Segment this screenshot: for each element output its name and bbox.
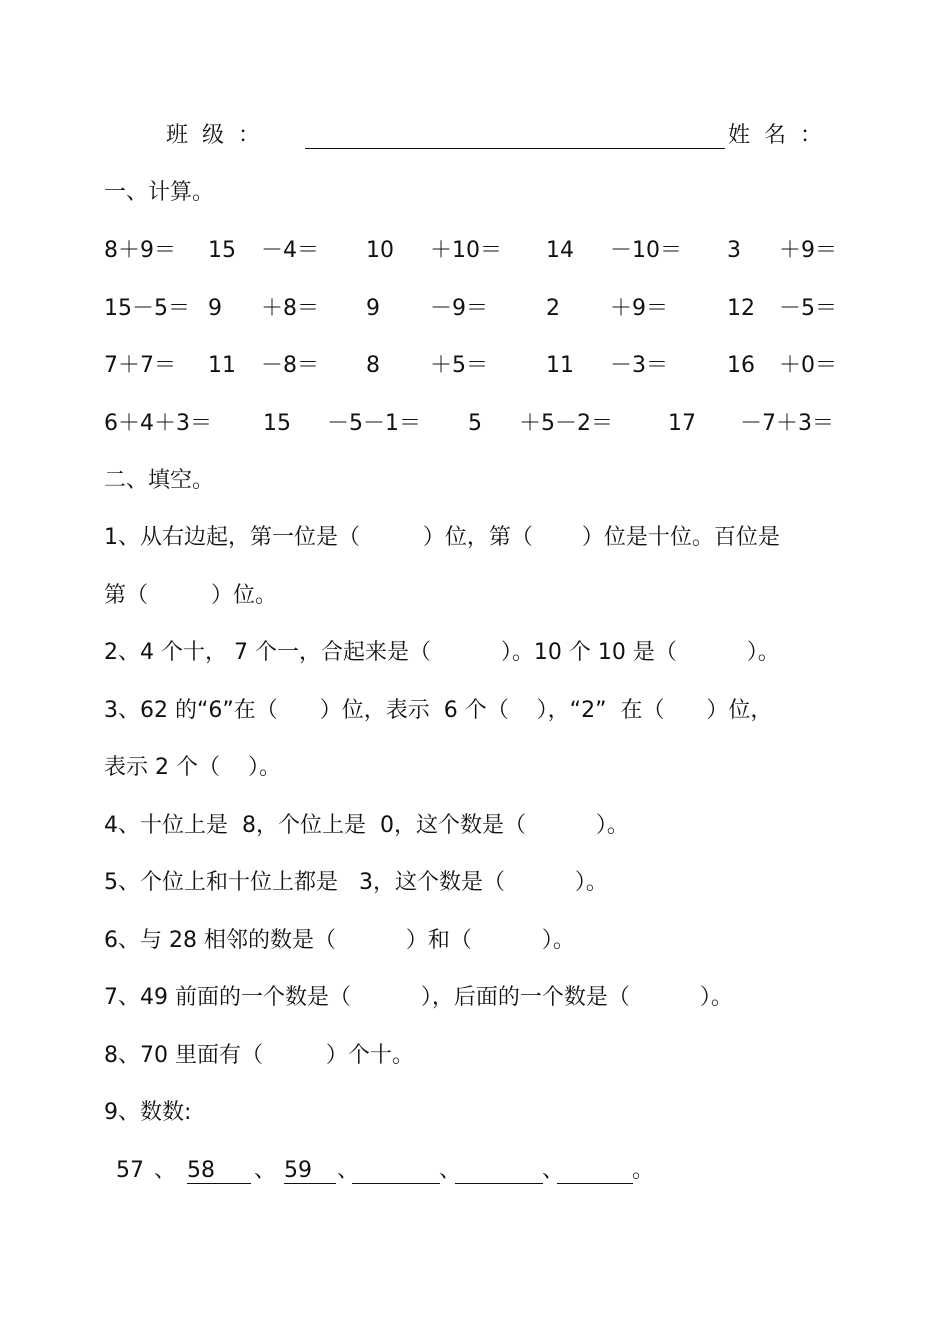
calc-cell: 9 — [366, 296, 380, 321]
count-separator: 、 — [154, 1158, 177, 1183]
calc-cell: －4＝ — [261, 238, 319, 263]
question-7: 7、49 前面的一个数是（ ），后面的一个数是（ ）。 — [104, 985, 733, 1010]
name-label: 姓 名 ： — [728, 123, 822, 148]
question-6: 6、与 28 相邻的数是（ ）和（ ）。 — [104, 928, 575, 953]
count-number-58: 58 — [187, 1158, 215, 1183]
class-label: 班 级 ： — [166, 123, 260, 148]
count-separator: 、 — [337, 1158, 360, 1183]
calc-cell: ＋8＝ — [261, 296, 319, 321]
calc-cell: －5－1＝ — [327, 411, 421, 436]
calc-cell: ＋0＝ — [779, 353, 837, 378]
calc-cell: 3 — [727, 238, 741, 263]
calc-cell: 15－5＝ — [104, 296, 190, 321]
calc-cell: ＋9＝ — [610, 296, 668, 321]
count-separator: 、 — [254, 1158, 277, 1183]
calc-cell: 8＋9＝ — [104, 238, 176, 263]
calc-cell: 8 — [366, 353, 380, 378]
count-end-mark: 。 — [632, 1158, 655, 1183]
calc-cell: －5＝ — [779, 296, 837, 321]
calc-cell: 7＋7＝ — [104, 353, 176, 378]
calc-cell: 12 — [727, 296, 755, 321]
count-blank-58[interactable] — [187, 1183, 251, 1184]
calc-cell: 15 — [208, 238, 236, 263]
calc-cell: －7＋3＝ — [740, 411, 834, 436]
calc-cell: 15 — [263, 411, 291, 436]
calc-cell: ＋5－2＝ — [519, 411, 613, 436]
calc-cell: 11 — [208, 353, 236, 378]
calc-section-title: 一、计算。 — [104, 180, 215, 205]
question-3-line-1: 3、62 的“6”在（ ）位，表示 6 个（ ），“2” 在（ ）位， — [104, 698, 773, 723]
count-separator: 、 — [439, 1158, 462, 1183]
question-9: 9、数数: — [104, 1100, 192, 1125]
question-5: 5、个位上和十位上都是 3，这个数是（ ）。 — [104, 870, 608, 895]
question-3-line-2: 表示 2 个（ ）。 — [104, 755, 281, 780]
calc-cell: －9＝ — [430, 296, 488, 321]
count-blank-5[interactable] — [455, 1183, 543, 1184]
calc-cell: 11 — [546, 353, 574, 378]
calc-cell: 6＋4＋3＝ — [104, 411, 212, 436]
fill-section-title: 二、填空。 — [104, 468, 215, 493]
count-blank-6[interactable] — [557, 1183, 633, 1184]
calc-cell: ＋9＝ — [779, 238, 837, 263]
calc-cell: －10＝ — [610, 238, 682, 263]
count-blank-59[interactable] — [284, 1183, 336, 1184]
calc-cell: ＋5＝ — [430, 353, 488, 378]
count-blank-4[interactable] — [352, 1183, 440, 1184]
calc-cell: 5 — [468, 411, 482, 436]
calc-cell: 14 — [546, 238, 574, 263]
question-1-line-1: 1、从右边起，第一位是（ ）位，第（ ）位是十位。百位是 — [104, 525, 780, 550]
question-8: 8、70 里面有（ ）个十。 — [104, 1043, 414, 1068]
question-1-line-2: 第（ ）位。 — [104, 583, 277, 608]
count-number-57: 57 — [116, 1158, 144, 1183]
calc-cell: 10 — [366, 238, 394, 263]
calc-cell: －8＝ — [261, 353, 319, 378]
calc-cell: 2 — [546, 296, 560, 321]
calc-cell: ＋10＝ — [430, 238, 502, 263]
class-input-line[interactable] — [305, 148, 725, 149]
count-number-59: 59 — [284, 1158, 312, 1183]
calc-cell: 17 — [668, 411, 696, 436]
calc-cell: 9 — [208, 296, 222, 321]
question-2: 2、4 个十， 7 个一，合起来是（ ）。10 个 10 是（ ）。 — [104, 640, 780, 665]
question-4: 4、十位上是 8，个位上是 0，这个数是（ ）。 — [104, 813, 629, 838]
count-separator: 、 — [542, 1158, 565, 1183]
calc-cell: 16 — [727, 353, 755, 378]
calc-cell: －3＝ — [610, 353, 668, 378]
